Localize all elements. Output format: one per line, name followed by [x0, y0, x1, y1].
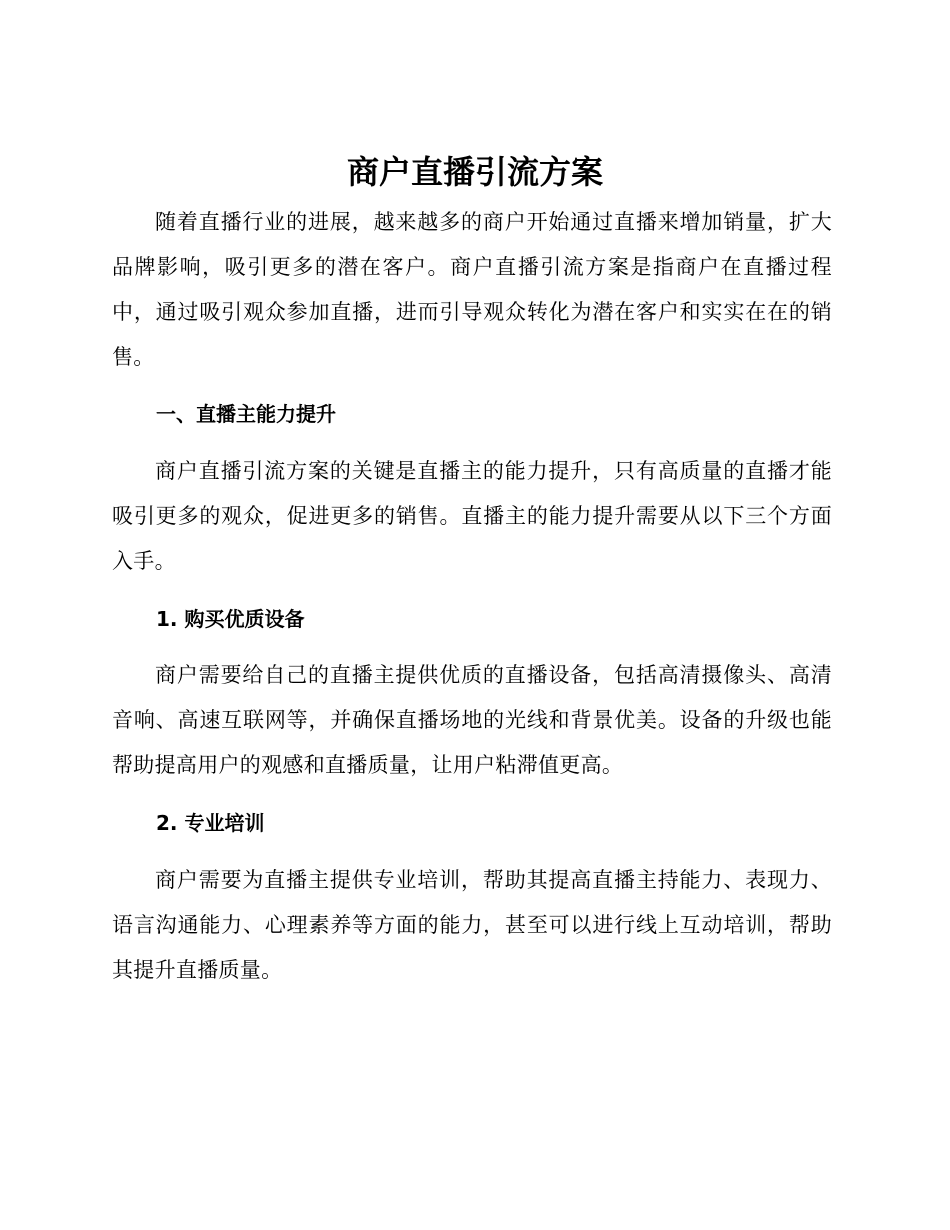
section-paragraph-ability: 商户直播引流方案的关键是直播主的能力提升，只有高质量的直播才能吸引更多的观众，促进更多的销售。直播主的能力提升需要从以下三个方面入手。 — [112, 459, 832, 573]
intro-paragraph: 随着直播行业的进展，越来越多的商户开始通过直播来增加销量，扩大品牌影响，吸引更多的潜在客户。商户直播引流方案是指商户在直播过程中，通过吸引观众参加直播，进而引导观众转化为潜在客户和实实在在的销售。 — [112, 210, 832, 369]
section-heading-training: 2. 专业培训 — [156, 811, 265, 835]
section-heading-equipment: 1. 购买优质设备 — [156, 607, 305, 631]
section-heading-ability: 一、直播主能力提升 — [156, 402, 336, 426]
section-paragraph-equipment: 商户需要给自己的直播主提供优质的直播设备，包括高清摄像头、高清音响、高速互联网等，并确保直播场地的光线和背景优美。设备的升级也能帮助提高用户的观感和直播质量，让用户粘滞值更高。 — [112, 663, 832, 777]
page-title: 商户直播引流方案 — [346, 153, 603, 191]
section-paragraph-training: 商户需要为直播主提供专业培训，帮助其提高直播主持能力、表现力、语言沟通能力、心理素养等方面的能力，甚至可以进行线上互动培训，帮助其提升直播质量。 — [112, 868, 832, 982]
